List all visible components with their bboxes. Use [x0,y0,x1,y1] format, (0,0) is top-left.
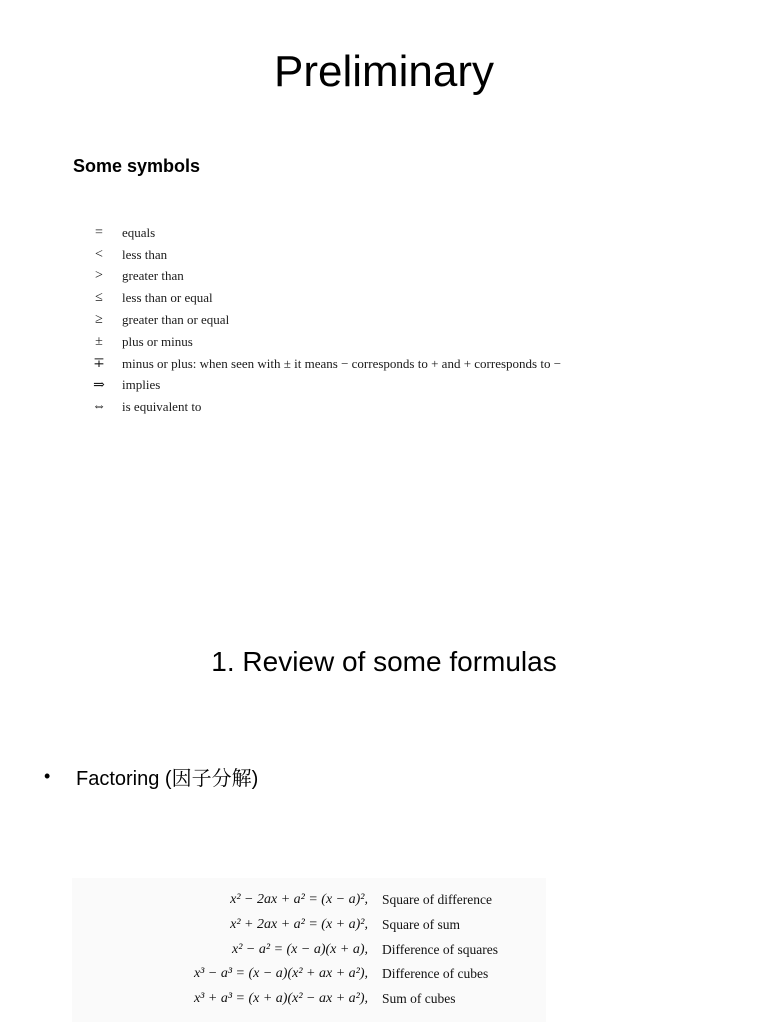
formula-row [72,962,546,986]
symbol-row [76,287,696,309]
symbol-meaning: greater than or equal [122,312,230,328]
symbols-heading: Some symbols [73,156,201,176]
formula-equation: x³ − a³ = (x − a)(x² + ax + a²), [193,966,368,981]
formula-name: Difference of squares [382,942,498,957]
symbol-glyph: ≤ [95,290,103,306]
formula-row [72,913,546,937]
symbol-glyph: ⇔ [92,399,106,415]
symbol-row [76,375,696,397]
formula-row [72,987,546,1011]
symbol-row [76,353,696,375]
symbol-row [76,244,696,266]
symbol-row [76,222,696,244]
symbol-meaning: plus or minus [122,333,193,349]
symbol-meaning: implies [122,377,161,393]
formula-equation: x² + 2ax + a² = (x + a)², [230,917,368,932]
symbol-row [76,331,696,353]
formula-equation: x³ + a³ = (x + a)(x² − ax + a²), [193,991,368,1006]
formula-name: Square of difference [382,892,492,907]
bullet-list [44,762,258,791]
bullet-text: Factoring (因子分解) [76,768,259,790]
symbol-glyph: > [95,268,103,284]
formula-name: Sum of cubes [382,991,456,1006]
symbol-glyph: ± [95,333,103,349]
symbol-meaning: greater than [122,268,184,284]
formula-row [72,938,546,962]
symbol-meaning: is equivalent to [122,399,202,415]
formula-equation: x² − 2ax + a² = (x − a)², [230,892,368,907]
symbol-glyph: ∓ [93,356,105,372]
symbol-row [76,309,696,331]
section-heading: 1. Review of some formulas [211,646,557,677]
symbol-glyph: = [95,224,103,240]
page-title: Preliminary [273,47,495,96]
bullet-dot-icon: • [44,766,51,786]
symbol-glyph: ≥ [95,312,103,328]
symbol-meaning: less than [122,246,168,262]
symbol-meaning: minus or plus: when seen with ± it means − corresponds to + and + corresponds to − [122,355,562,371]
symbol-glyph: < [95,246,103,262]
symbols-table [76,222,696,418]
formula-name: Square of sum [382,917,460,932]
formula-equation: x² − a² = (x − a)(x + a), [232,942,368,957]
symbol-meaning: equals [122,224,156,240]
formula-table [72,878,546,1022]
formula-row [72,888,546,912]
symbol-meaning: less than or equal [122,290,213,306]
symbol-row [76,396,696,418]
formula-name: Difference of cubes [382,966,489,981]
symbol-glyph: ⇒ [93,377,105,393]
bullet-item [44,762,258,791]
symbol-row [76,266,696,288]
